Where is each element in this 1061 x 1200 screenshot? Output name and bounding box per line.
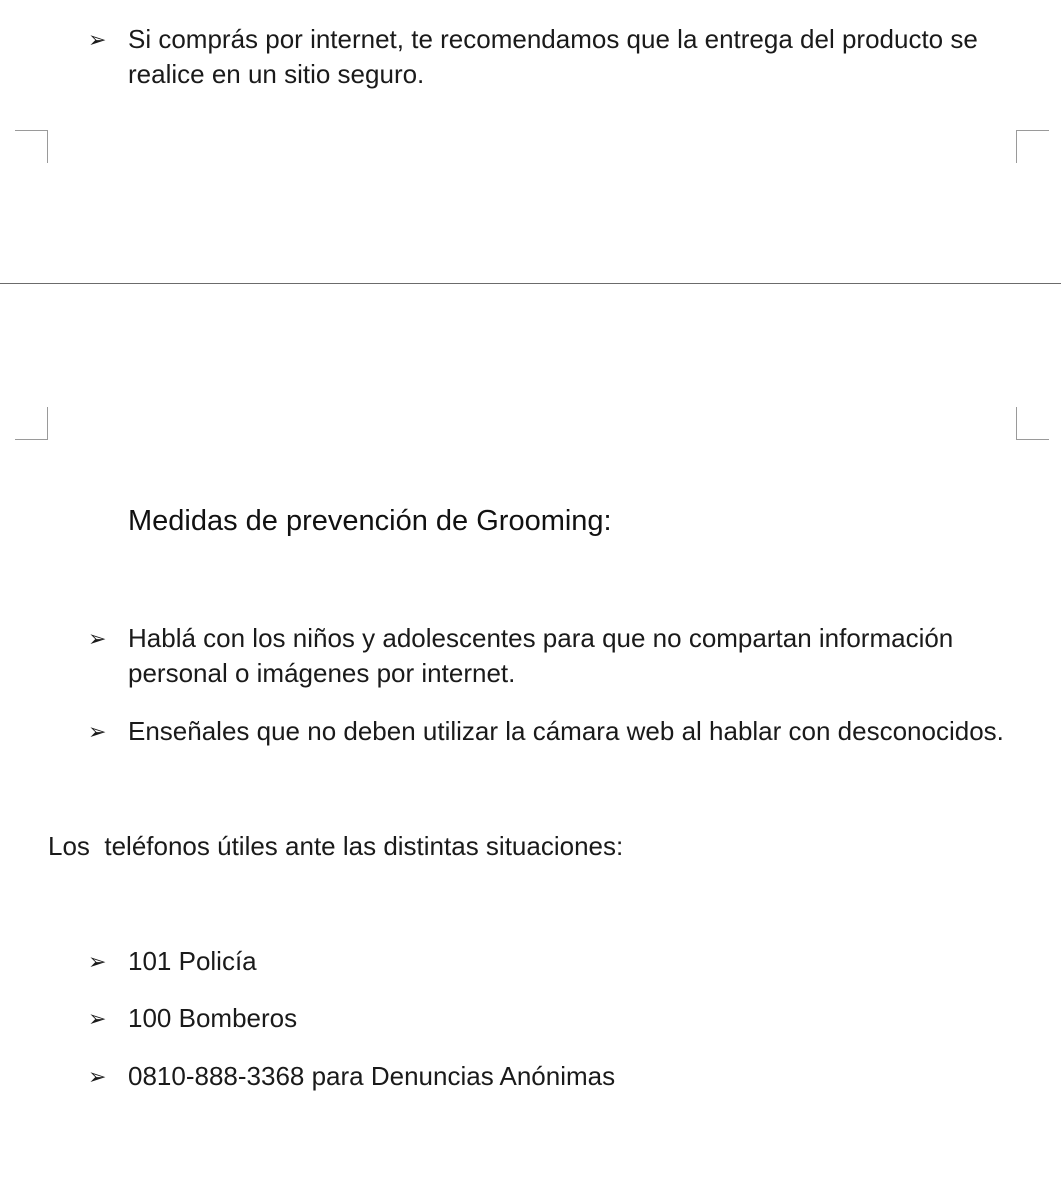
arrow-bullet-icon: ➢ bbox=[88, 27, 107, 52]
list-item-text: 100 Bomberos bbox=[128, 1003, 298, 1033]
arrow-bullet-icon: ➢ bbox=[88, 719, 107, 744]
list-item-phone-firefighters bbox=[88, 1001, 1028, 1036]
margin-corner-mark-top-right bbox=[1016, 130, 1049, 163]
list-item-online-purchase bbox=[88, 22, 1028, 92]
list-item-phone-anonymous bbox=[88, 1059, 1028, 1094]
section-heading-grooming: Medidas de prevención de Grooming: bbox=[128, 505, 612, 537]
margin-corner-mark-top-left bbox=[15, 130, 48, 163]
arrow-bullet-icon: ➢ bbox=[88, 1064, 107, 1089]
arrow-bullet-icon: ➢ bbox=[88, 626, 107, 651]
phones-intro-text: Los teléfonos útiles ante las distintas situaciones: bbox=[48, 831, 624, 861]
list-item-text: 0810-888-3368 para Denuncias Anónimas bbox=[128, 1061, 616, 1091]
margin-corner-mark-bottom-right bbox=[1016, 407, 1049, 440]
margin-corner-mark-bottom-left bbox=[15, 407, 48, 440]
list-item-talk-to-kids bbox=[88, 621, 1028, 691]
arrow-bullet-icon: ➢ bbox=[88, 949, 107, 974]
list-item-text: Si comprás por internet, te recomendamos que la entrega del producto se realice en un sitio seguro. bbox=[128, 24, 978, 89]
page-break-separator bbox=[0, 283, 1061, 284]
list-item-text: 101 Policía bbox=[128, 946, 257, 976]
arrow-bullet-icon: ➢ bbox=[88, 1006, 107, 1031]
list-item-phone-police bbox=[88, 944, 1028, 979]
list-item-webcam bbox=[88, 714, 1028, 749]
list-item-text: Enseñales que no deben utilizar la cámara web al hablar con desconocidos. bbox=[128, 716, 1004, 746]
list-item-text: Hablá con los niños y adolescentes para que no compartan información personal o imágenes por internet. bbox=[128, 623, 954, 688]
